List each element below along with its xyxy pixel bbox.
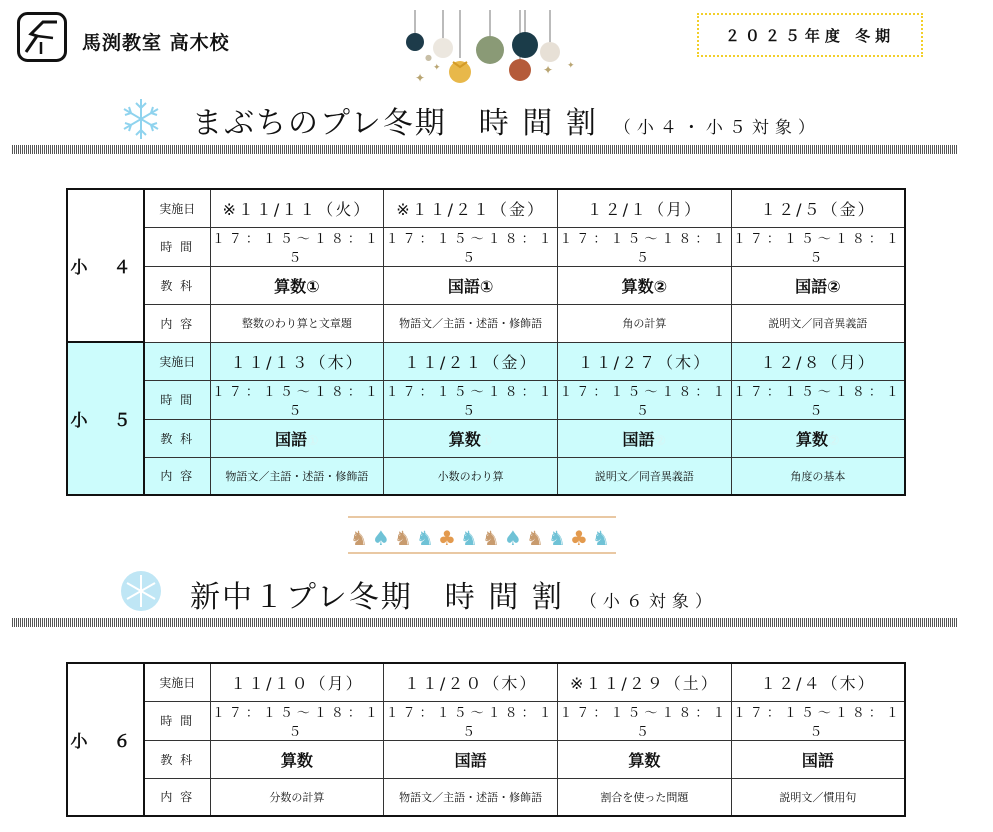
row-label-date: 実施日	[144, 189, 210, 227]
row-label-time: 時 間	[144, 227, 210, 266]
row-label-content: 内 容	[144, 457, 210, 495]
row-label-content: 内 容	[144, 304, 210, 342]
date-cell: １２/８（月）	[731, 342, 905, 380]
subject-name: 算数	[448, 429, 481, 449]
subject-cell	[731, 419, 905, 457]
time-cell: １７：１５～１８：１５	[558, 701, 732, 740]
svg-text:♞: ♞	[548, 526, 566, 550]
grade6-rows	[67, 663, 905, 816]
time-cell: １７：１５～１８：１５	[731, 227, 905, 266]
row-label-content: 内 容	[144, 778, 210, 816]
subject-mark: ②	[828, 433, 840, 449]
date-cell: １１/２０（木）	[384, 663, 558, 701]
subject-name: 国語	[622, 429, 655, 449]
time-cell: １７：１５～１８：１５	[384, 380, 558, 419]
svg-text:♞: ♞	[350, 526, 368, 550]
table-row	[67, 701, 905, 740]
school-name: 馬渕教室 高木校	[82, 32, 230, 54]
schedule-table-grade6	[66, 662, 906, 817]
horse-logo-icon	[17, 12, 67, 62]
svg-text:♞: ♞	[416, 526, 434, 550]
yarn-ornaments-decoration	[395, 10, 590, 90]
snowflake-icon	[118, 568, 164, 614]
subject-name: 国語	[275, 429, 308, 449]
content-cell: 割合を使った問題	[558, 778, 732, 816]
subject-cell: 算数	[558, 740, 732, 778]
subject-mark: ②	[654, 433, 667, 449]
content-cell: 説明文／同音異義語	[731, 304, 905, 342]
svg-text:♞: ♞	[460, 526, 478, 550]
table-row	[67, 380, 905, 419]
date-cell: １１/２１（金）	[384, 342, 558, 380]
date-cell: １２/１（月）	[558, 189, 732, 227]
subject-mark: ①	[307, 433, 319, 449]
subject-name: 算数	[796, 429, 829, 449]
svg-text:♞: ♞	[482, 526, 500, 550]
table-row	[67, 304, 905, 342]
section2-title	[190, 572, 718, 616]
schedule-table-grade4-5	[66, 188, 906, 496]
content-cell: 物語文／主語・述語・修飾語	[384, 304, 558, 342]
svg-text:♣: ♣	[438, 526, 456, 550]
subject-cell	[558, 419, 732, 457]
content-cell: 物語文／主語・述語・修飾語	[210, 457, 384, 495]
snowflake-icon	[118, 96, 164, 142]
table-row	[67, 189, 905, 227]
content-cell: 物語文／主語・述語・修飾語	[384, 778, 558, 816]
content-cell: 分数の計算	[210, 778, 384, 816]
svg-text:●: ●	[425, 53, 432, 62]
svg-text:♞: ♞	[394, 526, 412, 550]
date-cell: １１/２７（木）	[558, 342, 732, 380]
row-label-subject: 教 科	[144, 740, 210, 778]
table-row	[67, 663, 905, 701]
subject-cell	[384, 419, 558, 457]
content-cell: 角度の基本	[731, 457, 905, 495]
section2-title-sub: （小６対象）	[579, 592, 718, 612]
svg-text:✦: ✦	[415, 71, 426, 85]
subject-cell: 算数①	[210, 266, 384, 304]
content-cell: 角の計算	[558, 304, 732, 342]
date-cell: １２/５（金）	[731, 189, 905, 227]
row-label-subject: 教 科	[144, 266, 210, 304]
time-cell: １７：１５～１８：１５	[210, 227, 384, 266]
section1-divider	[12, 145, 958, 154]
section2-title-main: 新中１プレ冬期 時 間 割	[190, 580, 564, 615]
table-row	[67, 778, 905, 816]
date-cell: ※１１/２９（土）	[558, 663, 732, 701]
svg-text:♠: ♠	[372, 526, 390, 550]
time-cell: １７：１５～１８：１５	[210, 701, 384, 740]
svg-text:♞: ♞	[592, 526, 610, 550]
date-cell: ※１１/１１（火）	[210, 189, 384, 227]
table-row	[67, 266, 905, 304]
content-cell: 説明文／同音異義語	[558, 457, 732, 495]
row-label-date: 実施日	[144, 342, 210, 380]
section1-title-sub: （小４・小５対象）	[613, 118, 821, 138]
svg-text:♣: ♣	[570, 526, 588, 550]
subject-cell: 国語②	[731, 266, 905, 304]
time-cell: １７：１５～１８：１５	[731, 380, 905, 419]
table-row	[67, 740, 905, 778]
subject-cell: 国語	[384, 740, 558, 778]
time-cell: １７：１５～１８：１５	[558, 380, 732, 419]
svg-text:✦: ✦	[543, 63, 554, 77]
date-cell: １１/１３（木）	[210, 342, 384, 380]
date-cell: １１/１０（月）	[210, 663, 384, 701]
grade-label: 小 ６	[67, 663, 144, 816]
content-cell: 説明文／慣用句	[731, 778, 905, 816]
content-cell: 小数のわり算	[384, 457, 558, 495]
subject-cell	[210, 419, 384, 457]
subject-cell: 国語	[731, 740, 905, 778]
section2-divider	[12, 618, 958, 627]
table-row	[67, 227, 905, 266]
row-label-date: 実施日	[144, 663, 210, 701]
table-row	[67, 457, 905, 495]
term-badge: ２０２５年度 冬期	[697, 13, 923, 57]
section1-title	[192, 98, 821, 142]
nordic-pattern-decoration	[348, 516, 616, 554]
grade5-rows	[67, 342, 905, 495]
date-cell: ※１１/２１（金）	[384, 189, 558, 227]
content-cell: 整数のわり算と文章題	[210, 304, 384, 342]
svg-text:✦: ✦	[433, 63, 441, 73]
grade-label: 小 ５	[67, 342, 144, 495]
time-cell: １７：１５～１８：１５	[210, 380, 384, 419]
subject-mark: ①	[480, 433, 493, 449]
row-label-time: 時 間	[144, 380, 210, 419]
svg-text:✦: ✦	[567, 61, 575, 71]
time-cell: １７：１５～１８：１５	[384, 227, 558, 266]
subject-cell: 算数	[210, 740, 384, 778]
grade4-rows	[67, 189, 905, 342]
subject-cell: 国語①	[384, 266, 558, 304]
time-cell: １７：１５～１８：１５	[558, 227, 732, 266]
svg-text:♞: ♞	[526, 526, 544, 550]
subject-cell: 算数②	[558, 266, 732, 304]
grade-label: 小 ４	[67, 189, 144, 342]
section1-title-main: まぶちのプレ冬期 時 間 割	[192, 106, 598, 141]
time-cell: １７：１５～１８：１５	[384, 701, 558, 740]
time-cell: １７：１５～１８：１５	[731, 701, 905, 740]
table-row	[67, 419, 905, 457]
date-cell: １２/４（木）	[731, 663, 905, 701]
row-label-subject: 教 科	[144, 419, 210, 457]
row-label-time: 時 間	[144, 701, 210, 740]
table-row	[67, 342, 905, 380]
svg-text:♠: ♠	[504, 526, 522, 550]
